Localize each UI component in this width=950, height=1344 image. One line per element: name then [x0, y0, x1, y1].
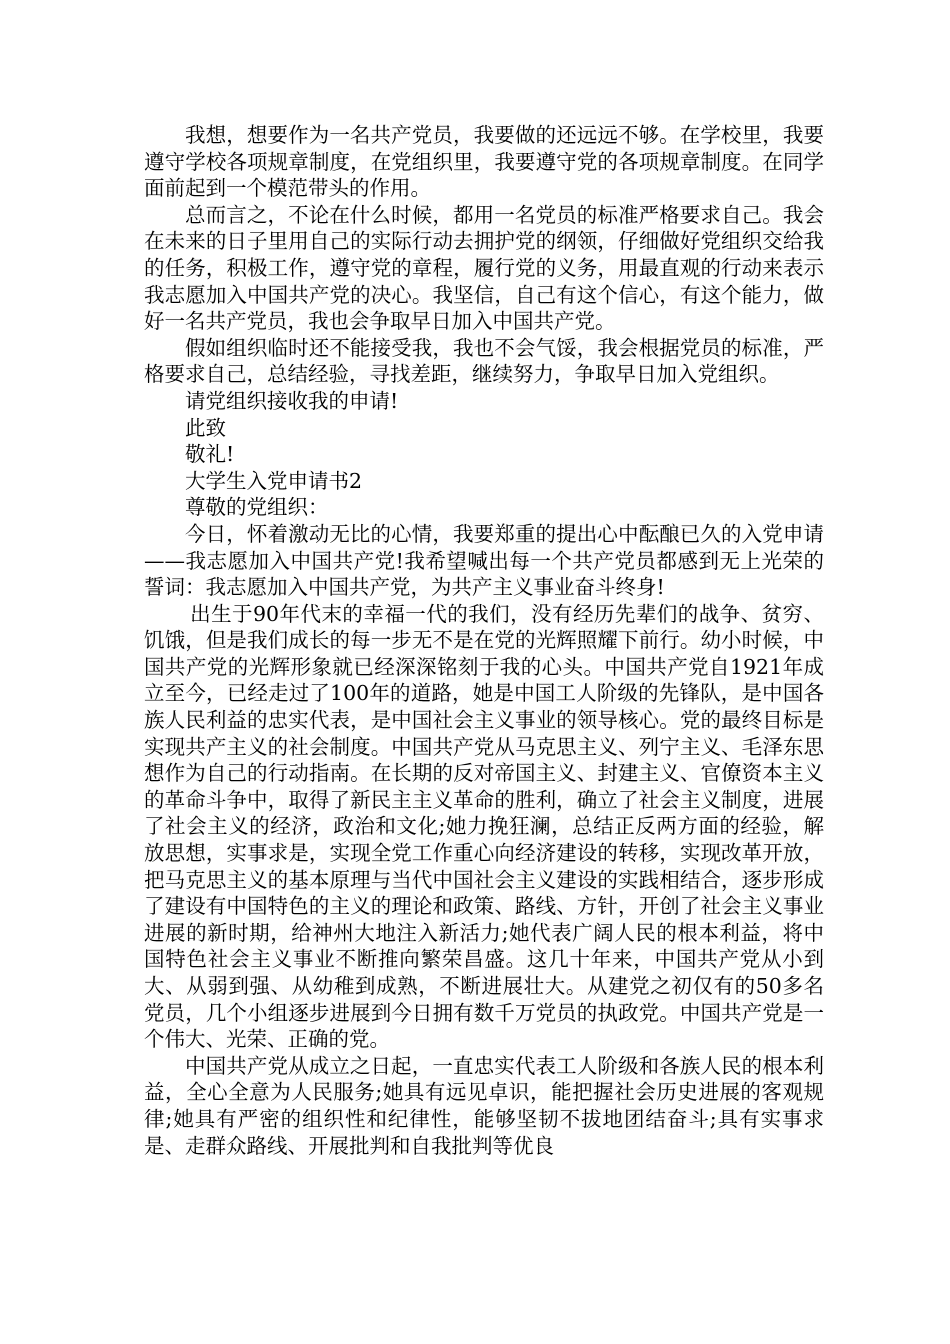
closing-respect: 敬礼!	[185, 442, 235, 467]
paragraph-model-role: 我想，想要作为一名共产党员，我要做的还远远不够。在学校里，我要遵守学校各项规章制度，在党组织里，我要遵守党的各项规章制度。在同学面前起到一个模范带头的作用。	[144, 123, 824, 201]
greeting-line: 尊敬的党组织：	[185, 495, 329, 520]
paragraph-party-history: 出生于90年代末的幸福一代的我们，没有经历先辈们的战争、贫穷、饥饿，但是我们成长的每一步无不是在党的光辉照耀下前行。幼小时候，中国共产党的光辉形象就已经深深铭刻于我的心头。中国共产党自1921年成立至今，已经走过了100年的道路，她是中国工人阶级的先锋队，是中国各族人民利益的忠实代表，是中国社会主义事业的领导核心。党的最终目标是实现共产主义的社会制度。中国共产党从马克思主义、列宁主义、毛泽东思想作为自己的行动指南。在长期的反对帝国主义、封建主义、官僚资本主义的革命斗争中，取得了新民主主义革命的胜利，确立了社会主义制度，进展了社会主义的经济，政治和文化;她力挽狂澜，总结正反两方面的经验，解放思想，实事求是，实现全党工作重心向经济建设的转移，实现改革开放，把马克思主义的基本原理与当代中国社会主义建设的实践相结合，逐步形成了建设有中国特色的主义的理论和政策、路线、方针，开创了社会主义事业进展的新时期，给神州大地注入新活力;她代表广阔人民的根本利益，将中国特色社会主义事业不断推向繁荣昌盛。这几十年来，中国共产党从小到大、从弱到强、从幼稚到成熟，不断进展壮大。从建党之初仅有的50多名党员，几个小组逐步进展到今日拥有数千万党员的执政党。中国共产党是一个伟大、光荣、正确的党。	[144, 601, 824, 1052]
section-title: 大学生入党申请书2	[185, 468, 363, 493]
paragraph-party-qualities: 中国共产党从成立之日起，一直忠实代表工人阶级和各族人民的根本利益，全心全意为人民服务;她具有远见卓识，能把握社会历史进展的客观规律;她具有严密的组织性和纪律性，能够坚韧不拔地团结奋斗;具有实事求是、走群众路线、开展批判和自我批判等优良	[144, 1053, 824, 1158]
paragraph-resolve: 总而言之，不论在什么时候，都用一名党员的标准严格要求自己。我会在未来的日子里用自己的实际行动去拥护党的纲领，仔细做好党组织交给我的任务，积极工作，遵守党的章程，履行党的义务，用最直观的行动来表示我志愿加入中国共产党的决心。我坚信，自己有这个信心，有这个能力，做好一名共产党员，我也会争取早日加入中国共产党。	[144, 202, 824, 334]
paragraph-application: 今日，怀着激动无比的心情，我要郑重的提出心中酝酿已久的入党申请——我志愿加入中国共产党!我希望喊出每一个共产党员都感到无上光荣的誓词：我志愿加入中国共产党，为共产主义事业奋斗终身!	[144, 521, 824, 600]
paragraph-not-discouraged: 假如组织临时还不能接受我，我也不会气馁，我会根据党员的标准，严格要求自己，总结经验，寻找差距，继续努力，争取早日加入党组织。	[144, 335, 824, 387]
request-line: 请党组织接收我的申请!	[185, 388, 399, 413]
closing-salutation: 此致	[185, 415, 226, 440]
document-page	[144, 122, 824, 1159]
